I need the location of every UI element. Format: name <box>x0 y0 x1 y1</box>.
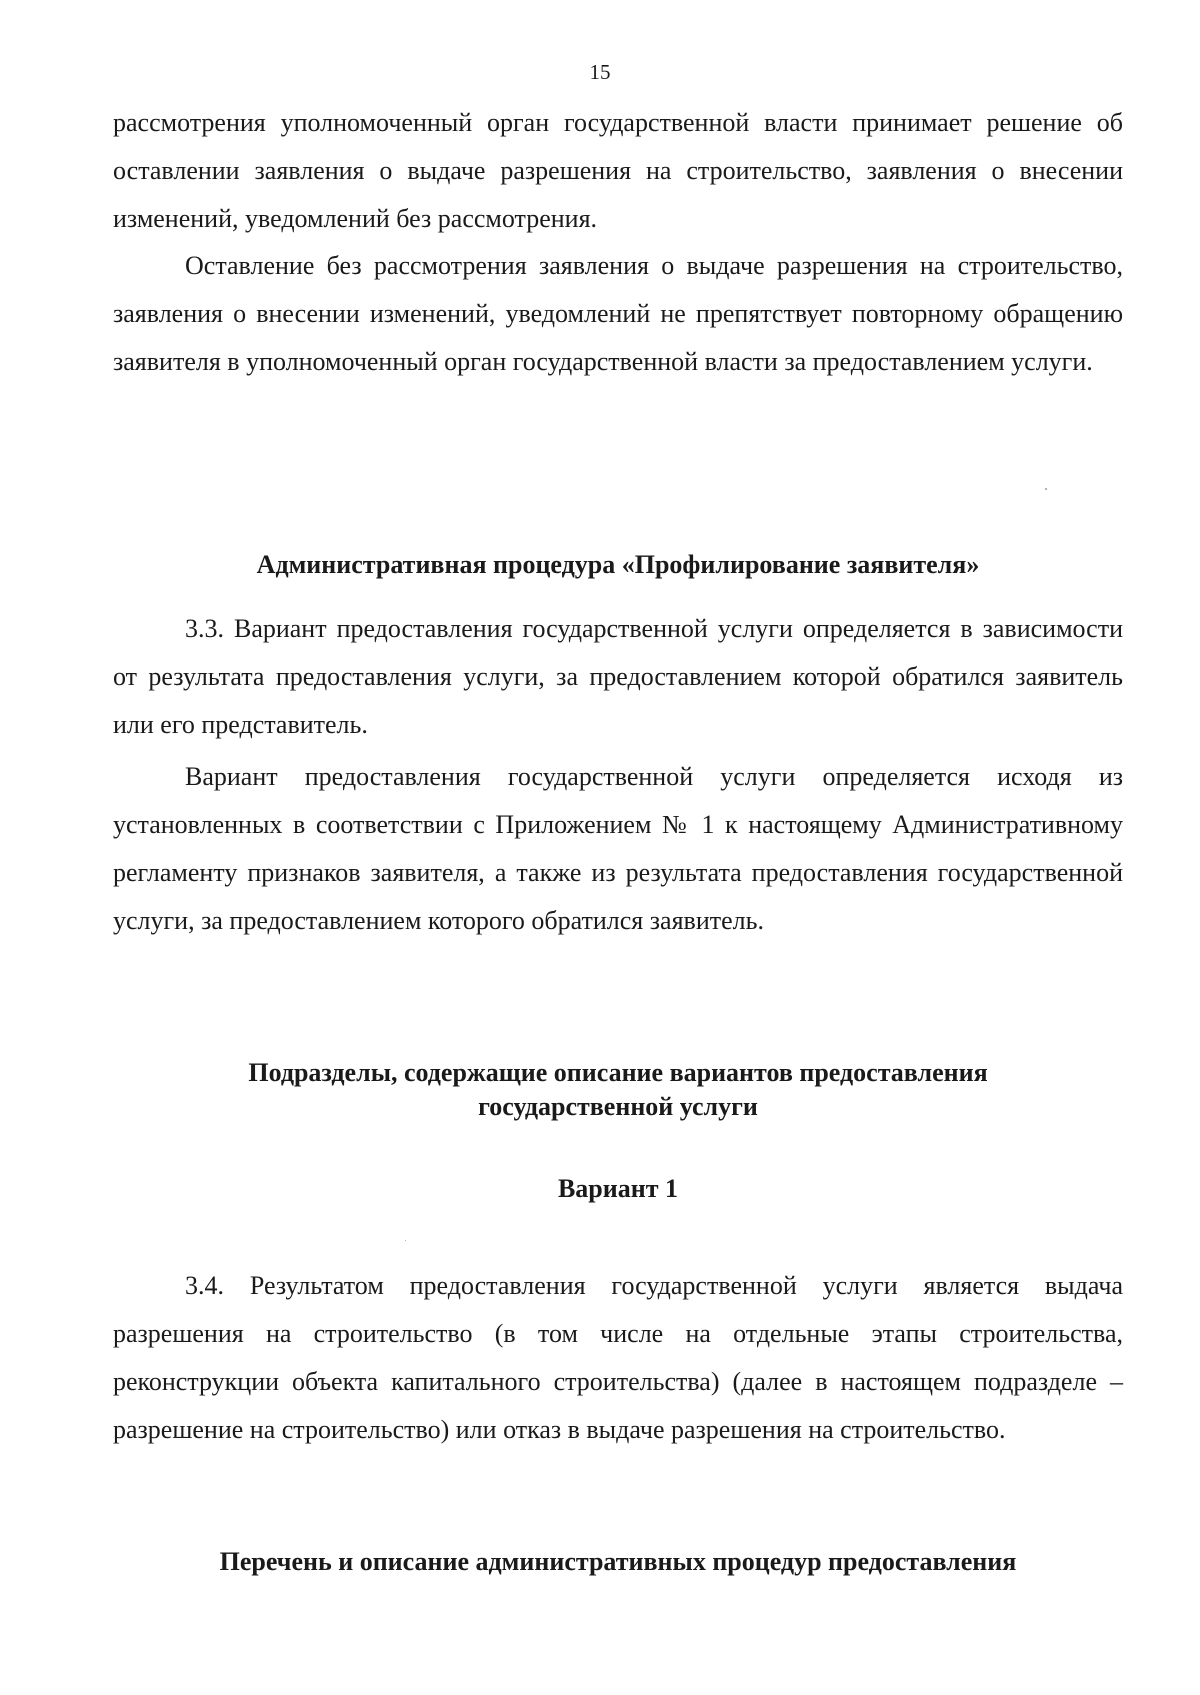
paragraph-text: Вариант предоставления государственной услуги определяется исходя из установленных в соответствии с Приложением № 1 к настоящему Административному регламенту признаков заявителя, а также из результата предоставления государственной услуги, за предоставлением которого обратился заявитель. <box>113 762 1123 935</box>
paragraph-text: рассмотрения уполномоченный орган государственной власти принимает решение об оставлении заявления о выдаче разрешения на строительство, заявления о внесении изменений, уведомлений без рассмотрения. <box>113 108 1123 233</box>
paragraph-3-4 <box>113 1262 1123 1454</box>
section-heading-profiling: Административная процедура «Профилирование заявителя» <box>256 550 980 579</box>
paragraph-text: Оставление без рассмотрения заявления о выдаче разрешения на строительство, заявления о внесении изменений, уведомлений не препятствует повторному обращению заявителя в уполномоченный орган государственной власти за предоставлением услуги. <box>113 251 1123 376</box>
section-heading-procedures: Перечень и описание административных процедур предоставления <box>219 1547 1017 1576</box>
section-heading-subsections: Подразделы, содержащие описание вариантов предоставления государственной услуги <box>248 1058 988 1121</box>
paragraph-text: 3.3. Вариант предоставления государственной услуги определяется в зависимости от результата предоставления услуги, за предоставлением которой обратился заявитель или его представитель. <box>113 614 1123 739</box>
scan-speck <box>1045 488 1047 490</box>
scan-speck <box>405 1240 406 1241</box>
paragraph-text: 3.4. Результатом предоставления государственной услуги является выдача разрешения на строительство (в том числе на отдельные этапы строительства, реконструкции объекта капитального строительства) (далее в настоящем подразделе – разрешение на строительство) или отказ в выдаче разрешения на строительство. <box>113 1271 1123 1444</box>
paragraph-continuation <box>113 99 1123 243</box>
paragraph-3-3 <box>113 605 1123 749</box>
paragraph-variant-determination <box>113 753 1123 945</box>
page-number: 15 <box>589 60 611 84</box>
section-heading-variant-1: Вариант 1 <box>557 1174 679 1203</box>
paragraph-leave-without-review <box>113 242 1123 386</box>
